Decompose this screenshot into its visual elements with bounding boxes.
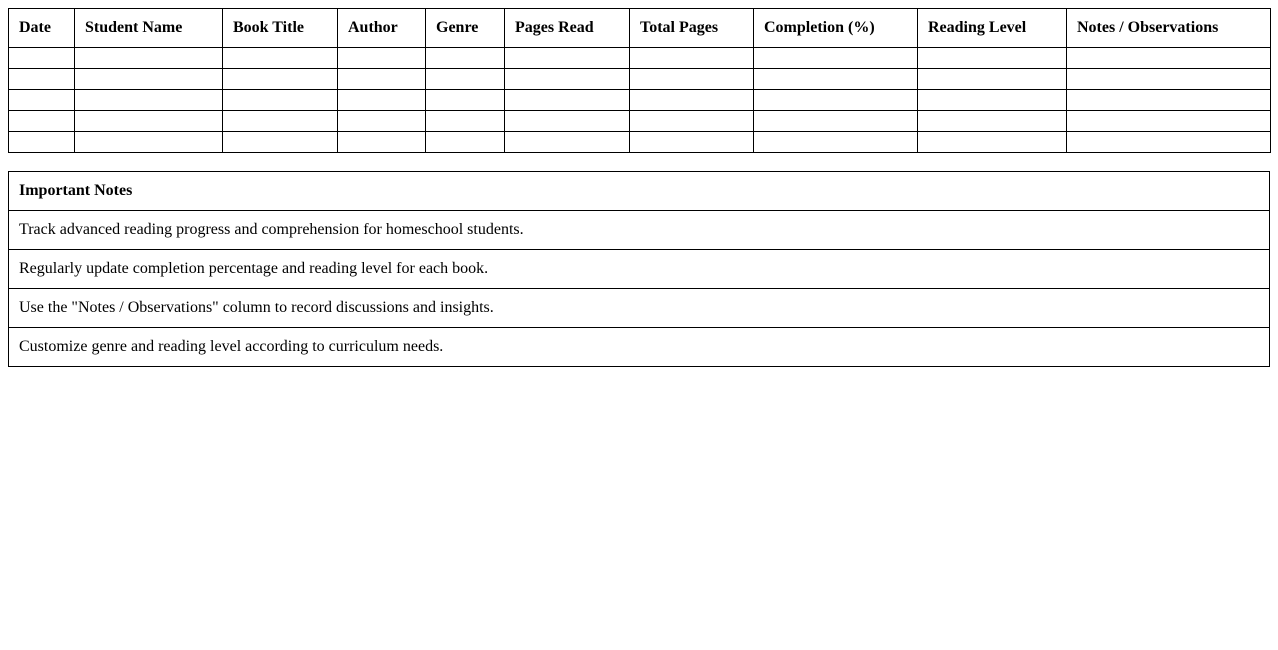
table-cell[interactable] — [223, 48, 338, 69]
table-cell[interactable] — [1067, 111, 1271, 132]
table-row — [9, 132, 1271, 153]
table-cell[interactable] — [75, 48, 223, 69]
table-cell[interactable] — [338, 132, 426, 153]
table-cell[interactable] — [9, 90, 75, 111]
table-cell[interactable] — [918, 111, 1067, 132]
table-cell[interactable] — [1067, 90, 1271, 111]
column-header-author: Author — [338, 9, 426, 48]
table-cell[interactable] — [630, 132, 754, 153]
table-cell[interactable] — [754, 132, 918, 153]
table-cell[interactable] — [223, 132, 338, 153]
table-cell[interactable] — [1067, 69, 1271, 90]
table-cell[interactable] — [630, 111, 754, 132]
table-cell[interactable] — [9, 132, 75, 153]
page-content — [8, 8, 1270, 367]
table-cell[interactable] — [75, 111, 223, 132]
table-row — [9, 69, 1271, 90]
table-cell[interactable] — [1067, 48, 1271, 69]
table-cell[interactable] — [505, 111, 630, 132]
table-cell[interactable] — [426, 48, 505, 69]
table-cell[interactable] — [338, 90, 426, 111]
table-cell[interactable] — [223, 90, 338, 111]
table-cell[interactable] — [754, 69, 918, 90]
table-row — [9, 48, 1271, 69]
column-header-notes-observations: Notes / Observations — [1067, 9, 1271, 48]
table-cell[interactable] — [223, 111, 338, 132]
notes-heading: Important Notes — [9, 172, 1270, 211]
table-cell[interactable] — [426, 69, 505, 90]
table-row — [9, 90, 1271, 111]
table-cell[interactable] — [75, 90, 223, 111]
table-cell[interactable] — [918, 48, 1067, 69]
table-cell[interactable] — [754, 90, 918, 111]
column-header-book-title: Book Title — [223, 9, 338, 48]
reading-log-table — [8, 8, 1271, 153]
note-item: Regularly update completion percentage and reading level for each book. — [9, 250, 1270, 289]
column-header-total-pages: Total Pages — [630, 9, 754, 48]
table-cell[interactable] — [918, 132, 1067, 153]
table-row — [9, 111, 1271, 132]
column-header-completion: Completion (%) — [754, 9, 918, 48]
table-cell[interactable] — [754, 48, 918, 69]
table-cell[interactable] — [223, 69, 338, 90]
table-cell[interactable] — [426, 132, 505, 153]
note-item: Customize genre and reading level according to curriculum needs. — [9, 328, 1270, 367]
table-cell[interactable] — [9, 111, 75, 132]
column-header-reading-level: Reading Level — [918, 9, 1067, 48]
table-cell[interactable] — [918, 69, 1067, 90]
note-row — [9, 289, 1270, 328]
table-cell[interactable] — [754, 111, 918, 132]
column-header-student-name: Student Name — [75, 9, 223, 48]
table-cell[interactable] — [426, 90, 505, 111]
note-row — [9, 211, 1270, 250]
important-notes-table — [8, 171, 1270, 367]
note-row — [9, 250, 1270, 289]
table-cell[interactable] — [505, 90, 630, 111]
table-cell[interactable] — [75, 69, 223, 90]
column-header-date: Date — [9, 9, 75, 48]
table-cell[interactable] — [918, 90, 1067, 111]
table-cell[interactable] — [505, 69, 630, 90]
table-cell[interactable] — [630, 90, 754, 111]
note-item: Track advanced reading progress and comprehension for homeschool students. — [9, 211, 1270, 250]
notes-header-row — [9, 172, 1270, 211]
column-header-pages-read: Pages Read — [505, 9, 630, 48]
note-item: Use the "Notes / Observations" column to record discussions and insights. — [9, 289, 1270, 328]
table-cell[interactable] — [505, 132, 630, 153]
table-cell[interactable] — [426, 111, 505, 132]
table-cell[interactable] — [338, 48, 426, 69]
table-cell[interactable] — [505, 48, 630, 69]
table-cell[interactable] — [338, 111, 426, 132]
table-cell[interactable] — [630, 48, 754, 69]
table-cell[interactable] — [338, 69, 426, 90]
note-row — [9, 328, 1270, 367]
table-cell[interactable] — [630, 69, 754, 90]
table-cell[interactable] — [9, 48, 75, 69]
table-cell[interactable] — [75, 132, 223, 153]
table-header-row — [9, 9, 1271, 48]
column-header-genre: Genre — [426, 9, 505, 48]
table-cell[interactable] — [9, 69, 75, 90]
table-cell[interactable] — [1067, 132, 1271, 153]
